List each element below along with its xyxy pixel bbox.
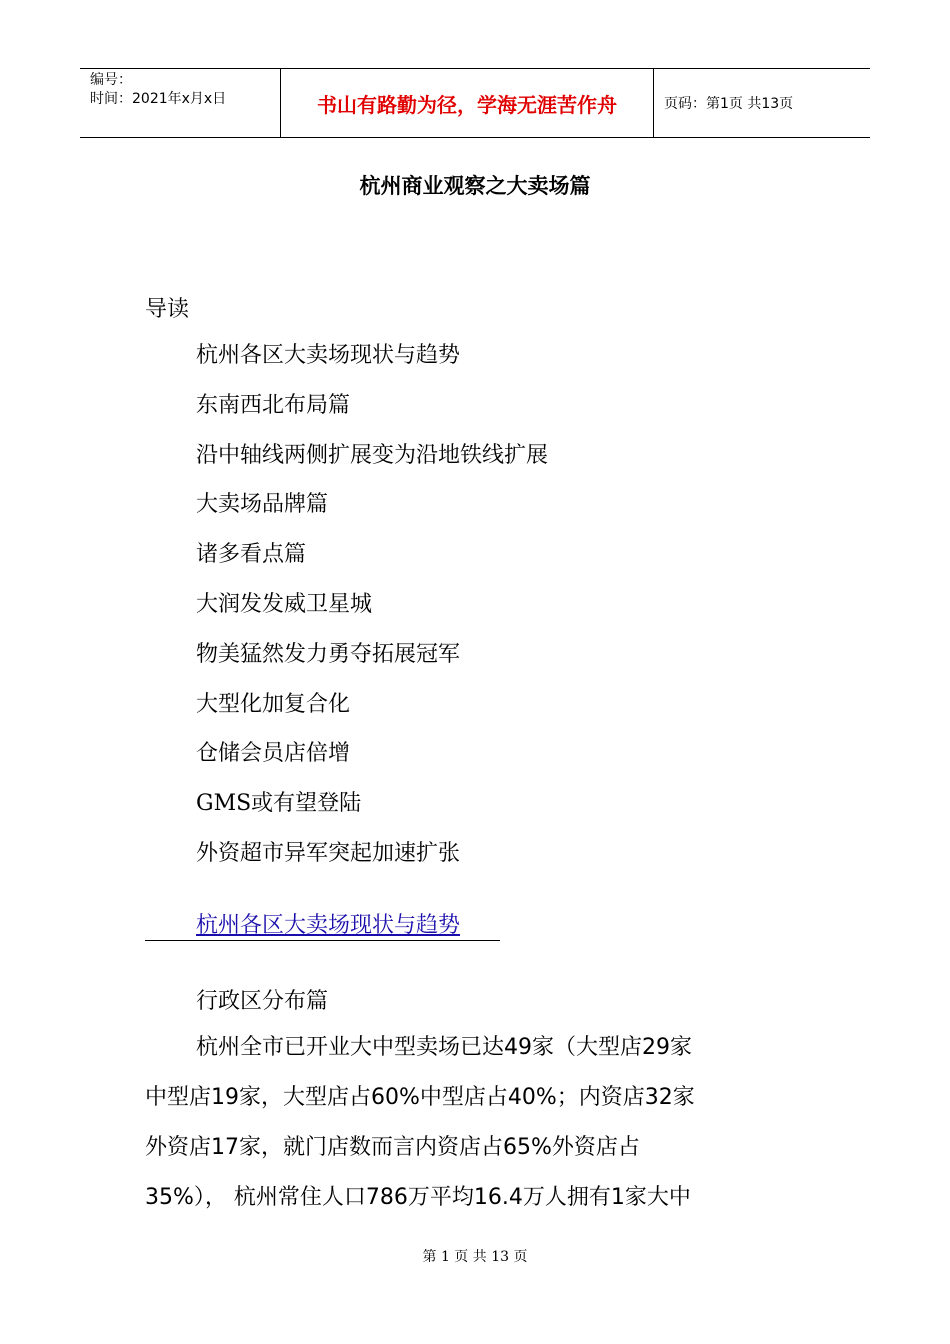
header-motto-cell bbox=[281, 69, 654, 137]
section-heading-rule bbox=[145, 908, 500, 941]
toc-heading: 导读 bbox=[145, 297, 190, 322]
toc-item: 物美猛然发力勇夺拓展冠军 bbox=[196, 641, 461, 667]
toc-item: GMS或有望登陆 bbox=[196, 791, 362, 817]
section-link[interactable]: 杭州各区大卖场现状与趋势 bbox=[196, 913, 461, 938]
toc-item: 大润发发威卫星城 bbox=[196, 591, 373, 617]
toc-item: 杭州各区大卖场现状与趋势 bbox=[196, 343, 461, 368]
toc-item: 大卖场品牌篇 bbox=[196, 492, 329, 518]
toc-item: 东南西北布局篇 bbox=[196, 392, 351, 418]
header-page-info: 页码：第1页 共13页 bbox=[664, 96, 794, 112]
header-motto: 书山有路勤为径，学海无涯苦作舟 bbox=[317, 92, 617, 117]
document-header bbox=[80, 68, 870, 138]
paragraph-line: 35%）， 杭州常住人口786万平均16.4万人拥有1家大中 bbox=[145, 1185, 691, 1210]
header-meta bbox=[80, 69, 281, 137]
toc-item: 诸多看点篇 bbox=[196, 542, 307, 568]
paragraph-line: 外资店17家，就门店数而言内资店占65%外资店占 bbox=[145, 1135, 640, 1160]
document-title: 杭州商业观察之大卖场篇 bbox=[359, 173, 591, 198]
body-paragraph bbox=[145, 1026, 815, 1226]
number-label: 编号： bbox=[90, 72, 132, 88]
toc-item: 仓储会员店倍增 bbox=[196, 741, 351, 767]
page-footer: 第 1 页 共 13 页 bbox=[422, 1249, 528, 1265]
paragraph-line: 杭州全市已开业大中型卖场已达49家（大型店29家 bbox=[196, 1035, 692, 1060]
toc-item: 沿中轴线两侧扩展变为沿地铁线扩展 bbox=[196, 442, 549, 468]
paragraph-line: 中型店19家，大型店占60%中型店占40%；内资店32家 bbox=[145, 1085, 695, 1110]
time-label: 时间：2021年x月x日 bbox=[90, 91, 227, 107]
section-subheading: 行政区分布篇 bbox=[196, 989, 329, 1014]
toc-item: 外资超市异军突起加速扩张 bbox=[196, 840, 461, 866]
toc-item: 大型化加复合化 bbox=[196, 691, 351, 717]
table-of-contents bbox=[196, 339, 548, 887]
